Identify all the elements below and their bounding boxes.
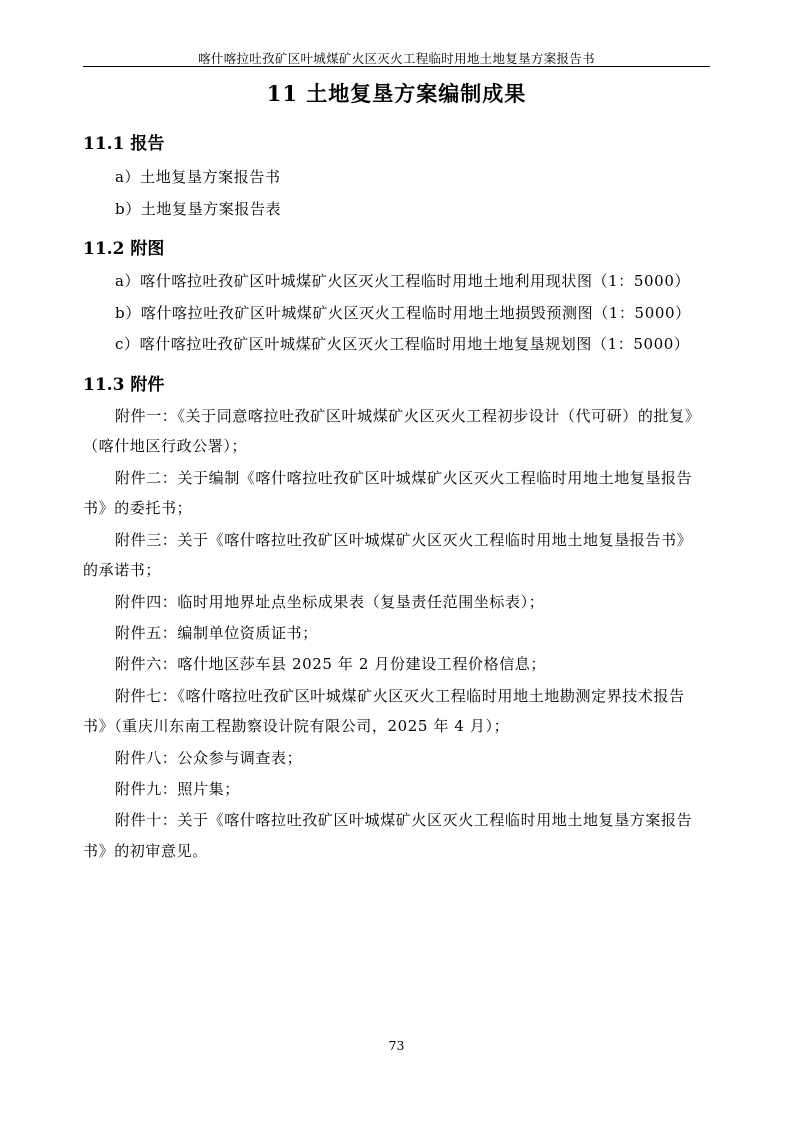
attachment-item-2: 附件二：关于编制《喀什喀拉吐孜矿区叶城煤矿火区灭火工程临时用地土地复垦报告 bbox=[115, 469, 693, 487]
section-heading-maps: 11.2 附图 bbox=[83, 239, 165, 259]
attachment-item-4: 附件四：临时用地界址点坐标成果表（复垦责任范围坐标表）； bbox=[115, 593, 545, 611]
chapter-title: 11 土地复垦方案编制成果 bbox=[266, 81, 527, 106]
attachment-item-9: 附件九：照片集； bbox=[115, 780, 240, 798]
attachment-item-10: 附件十：关于《喀什喀拉吐孜矿区叶城煤矿火区灭火工程临时用地土地复垦方案报告 bbox=[115, 811, 693, 829]
attachment-item-7: 附件七：《喀什喀拉吐孜矿区叶城煤矿火区灭火工程临时用地土地勘测定界技术报告 bbox=[115, 687, 685, 705]
attachment-item-3: 附件三：关于《喀什喀拉吐孜矿区叶城煤矿火区灭火工程临时用地土地复垦报告书》 bbox=[115, 531, 693, 549]
attachment-item-5: 附件五：编制单位资质证书； bbox=[115, 624, 318, 642]
attachment-item-2-cont: 书》的委托书； bbox=[83, 499, 193, 517]
section-heading-attachments: 11.3 附件 bbox=[83, 375, 165, 395]
attachment-item-1-cont: （喀什地区行政公署）； bbox=[83, 437, 248, 455]
header-rule bbox=[83, 66, 710, 67]
report-item: a）土地复垦方案报告书 bbox=[115, 168, 281, 186]
map-item: c）喀什喀拉吐孜矿区叶城煤矿火区灭火工程临时用地土地复垦规划图（1：5000） bbox=[115, 335, 690, 353]
report-item: b）土地复垦方案报告表 bbox=[115, 200, 282, 218]
running-header: 喀什喀拉吐孜矿区叶城煤矿火区灭火工程临时用地土地复垦方案报告书 bbox=[198, 51, 595, 66]
attachment-item-7-cont: 书》（重庆川东南工程勘察设计院有限公司，2025 年 4 月）； bbox=[83, 717, 510, 735]
map-item: b）喀什喀拉吐孜矿区叶城煤矿火区灭火工程临时用地土地损毁预测图（1：5000） bbox=[115, 304, 691, 322]
attachment-item-6: 附件六：喀什地区莎车县 2025 年 2 月份建设工程价格信息； bbox=[115, 655, 546, 673]
section-heading-report: 11.1 报告 bbox=[83, 134, 165, 154]
attachment-item-3-cont: 的承诺书； bbox=[83, 561, 162, 579]
page-number: 73 bbox=[388, 1038, 405, 1053]
attachment-item-8: 附件八：公众参与调查表； bbox=[115, 749, 303, 767]
attachment-item-1: 附件一：《关于同意喀拉吐孜矿区叶城煤矿火区灭火工程初步设计（代可研）的批复》 bbox=[115, 407, 701, 425]
map-item: a）喀什喀拉吐孜矿区叶城煤矿火区灭火工程临时用地土地利用现状图（1：5000） bbox=[115, 272, 691, 290]
attachment-item-10-cont: 书》的初审意见。 bbox=[83, 842, 208, 860]
